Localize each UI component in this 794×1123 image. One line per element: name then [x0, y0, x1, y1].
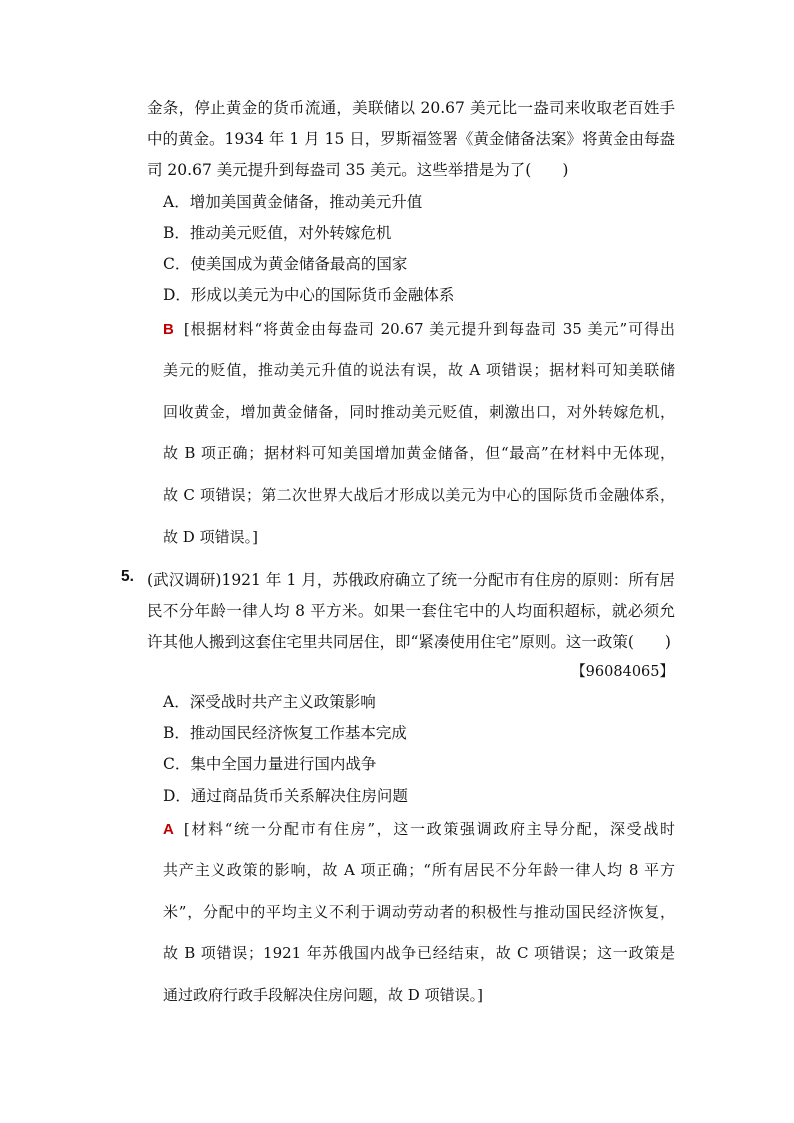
q5-option-b: B．推动国民经济恢复工作基本完成 [163, 724, 407, 742]
q5-answer-letter: A [163, 821, 174, 838]
q5-option-d: D．通过商品货币关系解决住房问题 [163, 787, 408, 805]
q4-stem-line: 中的黄金。1934 年 1 月 15 日，罗斯福签署《黄金储备法案》将黄金由每盎 [147, 130, 675, 148]
q5-option-a: A．深受战时共产主义政策影响 [163, 693, 376, 711]
q4-option-a: A．增加美国黄金储备，推动美元升值 [163, 193, 423, 211]
q4-stem-line: 金条，停止黄金的货币流通，美联储以 20.67 美元比一盎司来收取老百姓手 [147, 99, 675, 117]
q5-stem-line: 民不分年龄一律人均 8 平方米。如果一套住宅中的人均面积超标，就必须允 [147, 602, 675, 620]
q5-analysis-text: [材料“统一分配市有住房”，这一政策强调政府主导分配，深受战时 [183, 820, 675, 838]
q4-analysis-line: 故 C 项错误；第二次世界大战后才形成以美元为中心的国际货币金融体系， [163, 486, 675, 504]
q4-analysis-line: 美元的贬值，推动美元升值的说法有误，故 A 项错误；据材料可知美联储 [163, 361, 675, 379]
q4-option-d: D．形成以美元为中心的国际货币金融体系 [163, 286, 455, 304]
q5-stem-line: (武汉调研)1921 年 1 月，苏俄政府确立了统一分配市有住房的原则：所有居 [147, 571, 675, 589]
q4-analysis-line: 回收黄金，增加黄金储备，同时推动美元贬值，刺激出口，对外转嫁危机， [163, 403, 675, 421]
q4-analysis-text: [根据材料“将黄金由每盎司 20.67 美元提升到每盎司 35 美元”可得出 [183, 320, 675, 338]
q4-option-c: C．使美国成为黄金储备最高的国家 [163, 255, 408, 273]
q5-analysis-first-line [163, 818, 675, 839]
q5-stem-line: 许其他人搬到这套住宅里共同居住，即“紧凑使用住宅”原则。这一政策( ) [147, 633, 671, 651]
q5-option-c: C．集中全国力量进行国内战争 [163, 755, 377, 773]
q5-analysis-line: 共产主义政策的影响，故 A 项正确；“所有居民不分年龄一律人均 8 平方 [163, 861, 675, 879]
q4-analysis-line: 故 B 项正确；据材料可知美国增加黄金储备，但“最高”在材料中无体现， [163, 444, 675, 462]
q5-analysis-line: 故 B 项错误；1921 年苏俄国内战争已经结束，故 C 项错误；这一政策是 [163, 944, 675, 962]
q4-analysis-line: 故 D 项错误。] [163, 528, 258, 546]
q5-analysis-line: 通过政府行政手段解决住房问题，故 D 项错误。] [163, 986, 483, 1004]
q4-stem-line: 司 20.67 美元提升到每盎司 35 美元。这些举措是为了( ) [147, 161, 569, 179]
q5-analysis-line: 米”，分配中的平均主义不利于调动劳动者的积极性与推动国民经济恢复， [163, 903, 675, 921]
q4-answer-letter: B [163, 321, 174, 338]
q5-number: 5. [121, 568, 134, 585]
q4-option-b: B．推动美元贬值，对外转嫁危机 [163, 224, 392, 242]
question-code: 【96084065】 [571, 664, 674, 680]
q4-analysis-first-line [163, 318, 675, 339]
